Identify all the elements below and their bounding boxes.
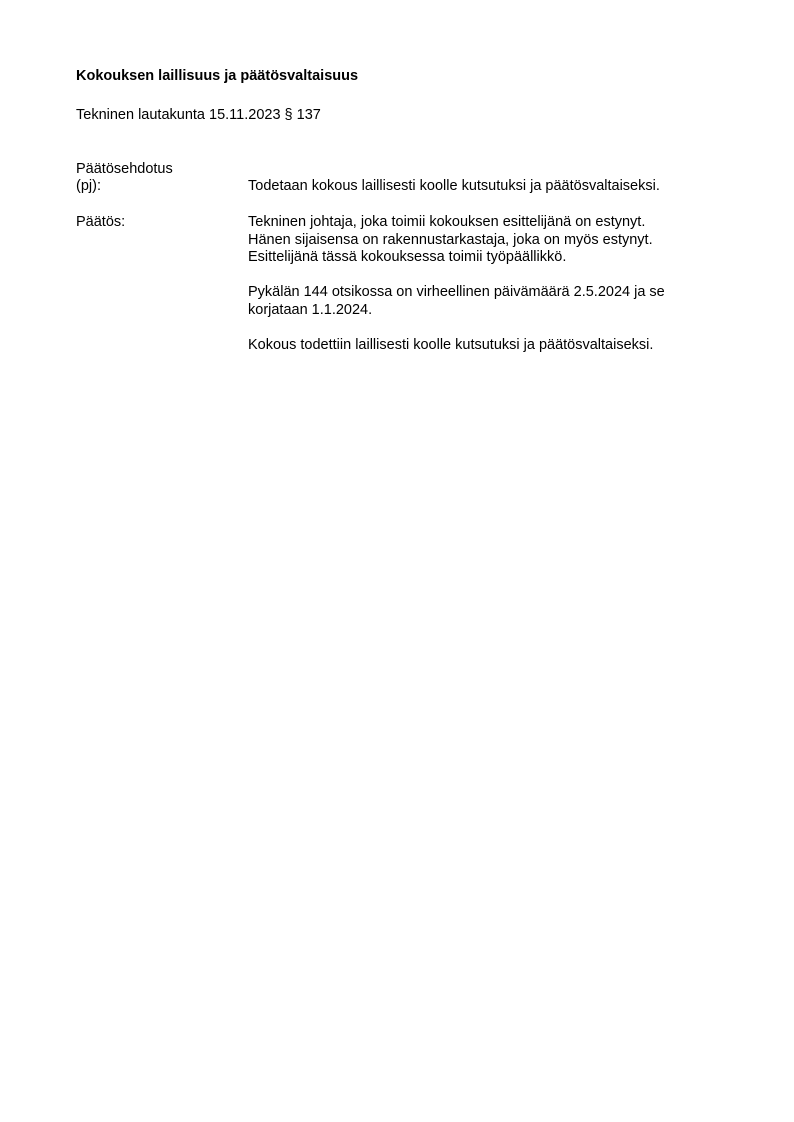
meeting-reference: Tekninen lautakunta 15.11.2023 § 137 <box>76 107 321 123</box>
proposal-text-line: Todetaan kokous laillisesti koolle kutsutuksi ja päätösvaltaiseksi. <box>248 178 660 194</box>
proposal-label-line1: Päätösehdotus <box>76 161 173 177</box>
document-title: Kokouksen laillisuus ja päätösvaltaisuus <box>76 68 359 84</box>
decision-body <box>248 214 728 372</box>
proposal-label <box>76 161 246 195</box>
decision-p3-line1: Kokous todettiin laillisesti koolle kutsutuksi ja päätösvaltaiseksi. <box>248 336 654 353</box>
decision-paragraph-1 <box>248 214 728 267</box>
proposal-label-line2: (pj): <box>76 178 101 194</box>
decision-label: Päätös: <box>76 214 126 230</box>
decision-section <box>76 214 726 374</box>
decision-p2-line2: korjataan 1.1.2024. <box>248 301 373 318</box>
decision-paragraph-2 <box>248 284 728 319</box>
proposal-text <box>248 178 728 196</box>
proposal-section <box>76 161 726 201</box>
decision-p1-line1: Tekninen johtaja, joka toimii kokouksen esittelijänä on estynyt. <box>248 214 646 230</box>
decision-p1-line2: Hänen sijaisensa on rakennustarkastaja, joka on myös estynyt. <box>248 231 653 248</box>
decision-paragraph-3 <box>248 337 728 355</box>
decision-p1-line3: Esittelijänä tässä kokouksessa toimii työpäällikkö. <box>248 249 567 265</box>
decision-p2-line1: Pykälän 144 otsikossa on virheellinen päivämäärä 2.5.2024 ja se <box>248 284 665 300</box>
